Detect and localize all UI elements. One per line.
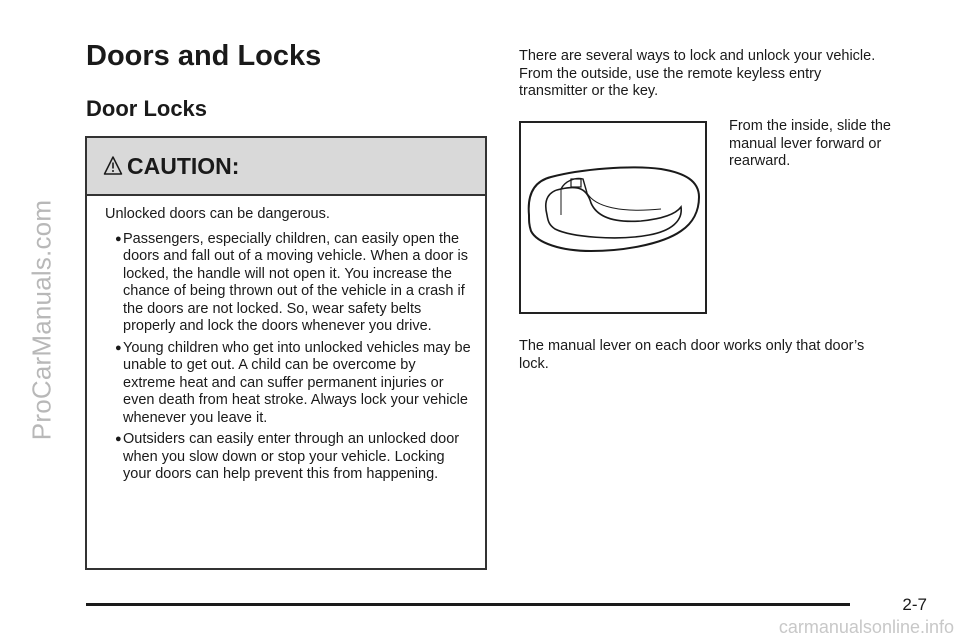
warning-icon (103, 155, 123, 177)
caution-bullet (105, 231, 471, 336)
caution-bullets (105, 231, 471, 484)
caution-bullet-text: Passengers, especially children, can easily open the doors and fall out of a moving vehicle. When a door is locked, the handle will not open it. You increase the chance of being thrown out of the vehicle in a crash if the doors are not locked. So, wear safety belts properly and lock the doors whenever you drive. (123, 230, 468, 334)
caution-body (87, 196, 485, 484)
subsection-heading: Door Locks (86, 96, 208, 121)
caution-bullet-text: Young children who get into unlocked vehicles may be unable to get out. A child can be overcome by extreme heat and can suffer permanent injuries or even death from heat stroke. Always lock your vehicle whenever you leave it. (123, 339, 471, 426)
bullet-icon: ● (115, 232, 122, 245)
lock-methods-paragraph: There are several ways to lock and unlock your vehicle. From the outside, use the remote keyless entry transmitter or the key. (519, 48, 876, 99)
page-number: 2-7 (902, 595, 927, 614)
door-handle-illustration (519, 121, 707, 314)
manual-lever-paragraph: The manual lever on each door works only that door’s lock. (519, 338, 865, 372)
inside-lock-paragraph: From the inside, slide the manual lever forward or rearward. (729, 118, 891, 169)
caution-bullet (105, 340, 471, 428)
footer-watermark: carmanualsonline.info (778, 617, 954, 637)
bullet-icon: ● (115, 341, 122, 354)
bullet-icon: ● (115, 433, 122, 445)
side-watermark (20, 0, 64, 640)
caution-bullet (105, 431, 471, 484)
section-heading: Doors and Locks (86, 40, 322, 72)
caution-box (85, 136, 487, 570)
footer-rule (86, 603, 850, 606)
door-handle-drawing (521, 123, 705, 312)
caution-bullet-text: Outsiders can easily enter through an unlocked door when you slow down or stop your vehicle. Locking your doors can help prevent this from happening. (123, 431, 460, 482)
caution-title: CAUTION: (127, 152, 240, 179)
caution-intro: Unlocked doors can be dangerous. (105, 206, 330, 222)
caution-header (87, 138, 485, 196)
side-watermark-text: ProCarManuals.com (26, 199, 57, 441)
